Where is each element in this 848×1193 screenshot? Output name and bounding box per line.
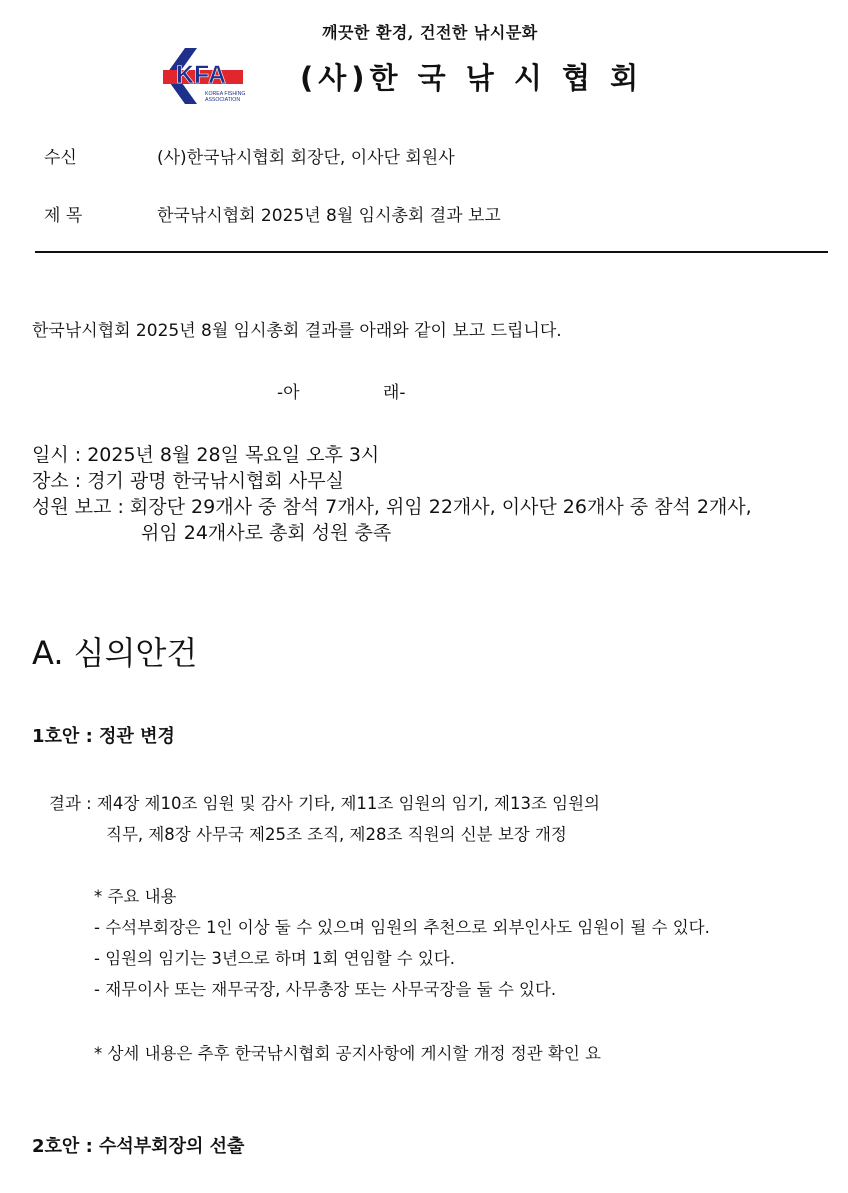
main-content-heading: * 주요 내용 [94, 887, 177, 906]
below-marker-left: -아 [277, 383, 300, 403]
kfa-logo [163, 48, 245, 104]
recipient-label: 수신 [44, 148, 77, 168]
quorum-line-2: 위임 24개사로 총회 성원 충족 [141, 522, 392, 544]
slogan: 깨끗한 환경, 건전한 낚시문화 [322, 23, 538, 42]
subject-value: 한국낚시협회 2025년 8월 임시총회 결과 보고 [157, 206, 501, 226]
bullet-item: - 수석부회장은 1인 이상 둘 수 있으며 임원의 추천으로 외부인사도 임원이 될 수 있다. [94, 918, 710, 937]
recipient-value: (사)한국낚시협회 회장단, 이사단 회원사 [157, 148, 455, 168]
intro-text: 한국낚시협회 2025년 8월 임시총회 결과를 아래와 같이 보고 드립니다. [32, 321, 562, 341]
bullet-item: - 재무이사 또는 재무국장, 사무총장 또는 사무국장을 둘 수 있다. [94, 980, 557, 999]
header-divider [35, 251, 828, 253]
below-marker-right: 래- [383, 383, 406, 403]
org-name: (사)한 국 낚 시 협 회 [300, 61, 644, 95]
bullet-item: - 임원의 임기는 3년으로 하며 1회 연임할 수 있다. [94, 949, 456, 968]
quorum-line-1: 성원 보고 : 회장단 29개사 중 참석 7개사, 위임 22개사, 이사단 26개사 중 참석 2개사, [32, 496, 752, 518]
logo-text: KFA [176, 61, 226, 89]
agenda-2-title: 2호안 : 수석부회장의 선출 [32, 1136, 245, 1157]
agenda-1-result-line-1: 결과 : 제4장 제10조 임원 및 감사 기타, 제11조 임원의 임기, 제13조 임원의 [49, 794, 600, 813]
section-title: A. 심의안건 [32, 634, 198, 672]
date-line: 일시 : 2025년 8월 28일 목요일 오후 3시 [32, 444, 380, 466]
agenda-1-result-line-2: 직무, 제8장 사무국 제25조 조직, 제28조 직원의 신분 보장 개정 [106, 825, 567, 844]
agenda-1-title: 1호안 : 정관 변경 [32, 726, 175, 747]
logo-subtitle-2: ASSOCIATION [205, 97, 241, 103]
logo-subtitle-1: KOREA FISHING [205, 91, 245, 97]
detail-note: * 상세 내용은 추후 한국낚시협회 공지사항에 게시할 개정 정관 확인 요 [94, 1044, 601, 1063]
subject-label: 제 목 [44, 206, 83, 226]
place-line: 장소 : 경기 광명 한국낚시협회 사무실 [32, 470, 344, 492]
